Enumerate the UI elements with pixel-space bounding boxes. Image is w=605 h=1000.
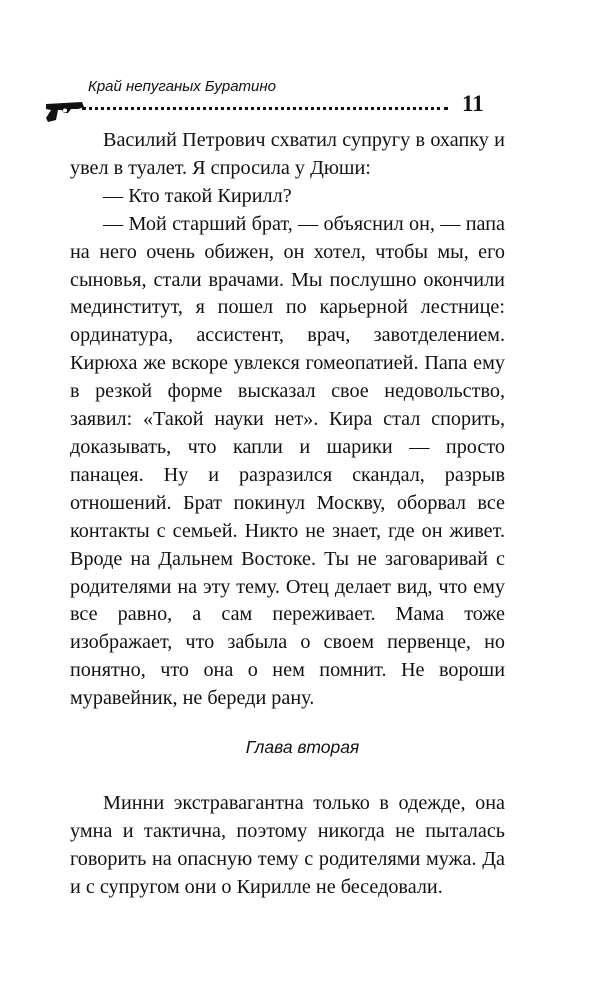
body-text-bottom bbox=[70, 790, 505, 902]
paragraph: Василий Петрович схватил супругу в охапку и увел в туалет. Я спросила у Дюши: bbox=[70, 129, 505, 179]
body-text-top bbox=[70, 127, 505, 713]
book-title: Край непуганых Буратино bbox=[88, 78, 276, 95]
running-header bbox=[0, 0, 605, 130]
gun-icon bbox=[44, 98, 86, 124]
chapter-title: Глава вторая bbox=[245, 737, 360, 757]
paragraph: Минни экстравагантна только в одежде, она умна и тактична, поэтому никогда не пыталась говорить на опасную тему с родителями мужа. Да и с супругом они о Кирилле не беседовали. bbox=[70, 792, 505, 898]
paragraph: — Кто такой Кирилл? bbox=[103, 184, 292, 207]
page-number: 11 bbox=[462, 91, 484, 116]
paragraph: — Мой старший брат, — объяснил он, — папа на него очень обижен, он хотел, чтобы мы, его сыновья, стали врачами. Мы послушно окончили мединститут, я пошел по карьерной лестнице: ординатура, ассистент, врач, завотделением. Кирюха же вскоре увлекся гомеопатией. Папа ему в резкой форме высказал свое недовольство, заявил: «Такой науки нет». Кира стал спорить, доказывать, что капли и шарики — просто панацея. Ну и разразился скандал, разрыв отношений. Брат покинул Москву, оборвал все контакты с семьей. Никто не знает, где он живет. Вроде на Дальнем Востоке. Ты не заговаривай с родителями на эту тему. Отец делает вид, что ему все равно, а сам переживает. Мама тоже изображает, что забыла о своем первенце, но понятно, что она о нем помнит. Не вороши муравейник, не береди рану. bbox=[70, 212, 505, 710]
header-rule bbox=[82, 107, 448, 110]
